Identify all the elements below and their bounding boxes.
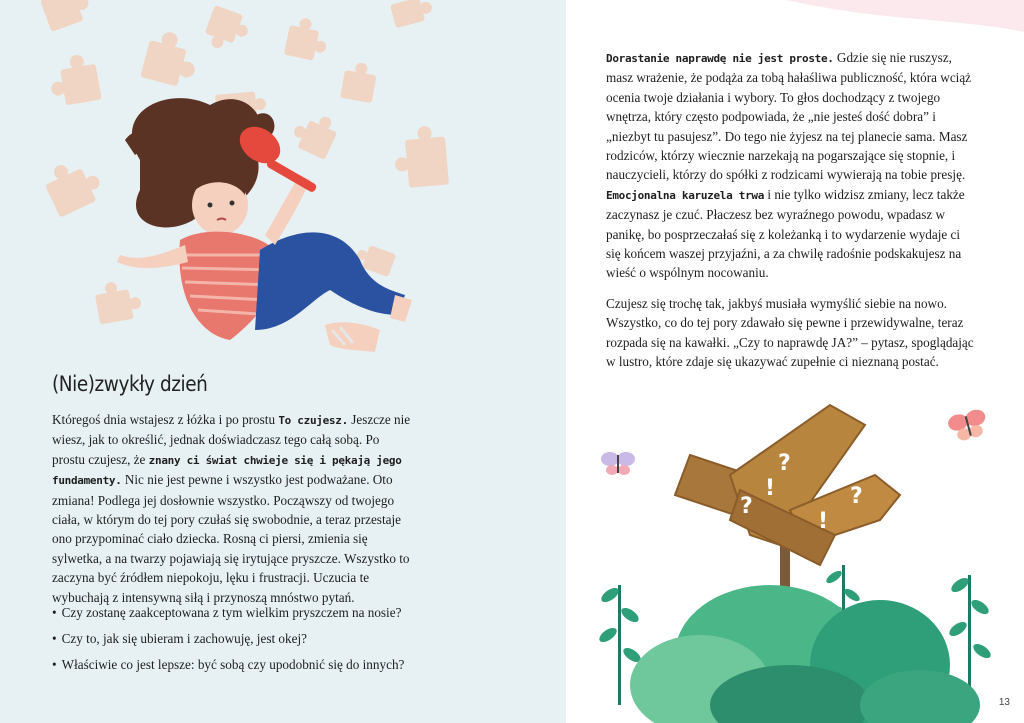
right-paragraph-2: Czujesz się trochę tak, jakbyś musiała wymyślić siebie na nowo. Wszystko, co do tej pory zdawało się pewne i przewidywalne, teraz rozpada się na kawałki. „Czy to naprawdę JA?” – pytasz, spoglądając w lustro, które zdaje się ukazywać zupełnie ci nieznaną postać. <box>606 295 974 370</box>
highlight-phrase: To czujesz. <box>278 414 348 427</box>
question-list <box>52 603 432 681</box>
butterfly-icon <box>601 452 635 475</box>
left-body-paragraph <box>52 410 412 607</box>
question-item: • Czy zostanę zaakceptowana z tym wielkim pryszczem na nosie? <box>52 603 432 622</box>
pink-wave-decoration <box>566 0 1024 40</box>
paragraph-text: Któregoś dnia wstajesz z łóżka i po prostu <box>52 412 279 427</box>
paragraph-text: Jeszcze nie wiesz, jak to określić, jednak doświadczasz tego całą sobą. Po prostu czujesz, że <box>52 412 411 467</box>
question-item: • Czy to, jak się ubieram i zachowuję, jest okej? <box>52 629 432 648</box>
butterfly-icon <box>946 408 990 444</box>
highlight-phrase: znany ci świat chwieje się i pękają jego fundamenty. <box>52 453 402 488</box>
paragraph-text: Nic nie jest pewne i wszystko jest podważane. Oto zmiana! Podlega jej dosłownie wszystko. Począwszy od twojego ciała, w którym do tej pory czułaś się swobodnie, a teraz przestaje ono przypominać ciało dziecka. Rosną ci piersi, zmienia się sylwetka, a na twarzy pojawiają się irytujące pryszcze. Wszystko to zaczyna być źródłem niepokoju, lęku i frustracji. Uczucia te wybuchają z intensywną siłą i przynoszą mnóstwo pytań. <box>52 472 410 605</box>
right-body-text <box>606 48 976 383</box>
section-title: (Nie)zwykły dzień <box>52 372 208 396</box>
sign-mark: ? <box>740 494 753 519</box>
page-number: 13 <box>998 697 1010 708</box>
right-paragraph-1 <box>606 48 976 283</box>
highlight-phrase: Emocjonalna karuzela trwa <box>606 188 765 202</box>
question-item: • Właściwie co jest lepsze: być sobą czy upodobnić się do innych? <box>52 655 432 674</box>
sign-mark: ? <box>850 484 863 509</box>
bushes <box>630 585 980 723</box>
sign-mark: ? <box>778 451 791 476</box>
girl-figure <box>117 98 412 352</box>
paragraph-text: i nie tylko widzisz zmiany, lecz także zaczynasz je czuć. Płaczesz bez wyraźnego powodu, wpadasz w panikę, bo posprzeczałaś się z koleżanką i to wydarzenie wydaje ci się końcem waszej przyjaźni, a za chwilę radośnie podskakujesz na wieść o wspólnym nocowaniu. <box>606 186 965 281</box>
falling-girl-illustration <box>0 0 566 370</box>
sign-mark: ! <box>765 476 776 501</box>
sign-mark: ! <box>818 509 829 534</box>
signpost-illustration <box>580 385 1024 723</box>
sign-mark: ? <box>725 441 738 466</box>
highlight-phrase: Dorastanie naprawdę nie jest proste. <box>606 52 834 65</box>
wooden-signs <box>675 405 900 565</box>
paragraph-text: Gdzie się nie ruszysz, masz wrażenie, że podąża za tobą hałaśliwa publiczność, która wciąż ocenia twoje działania i wybory. To głos dochodzący z twojego wnętrza, który często podpowiada, że „nie jesteś dość dobra” i „niezbyt tu pasujesz”. Do tego nie żyjesz na tej planecie sama. Masz rodziców, którzy wiecznie narzekają na pogarszające się stopnie, i nauczycieli, którzy do spółki z rodzicami wywierają na tobie presję. <box>606 50 972 183</box>
